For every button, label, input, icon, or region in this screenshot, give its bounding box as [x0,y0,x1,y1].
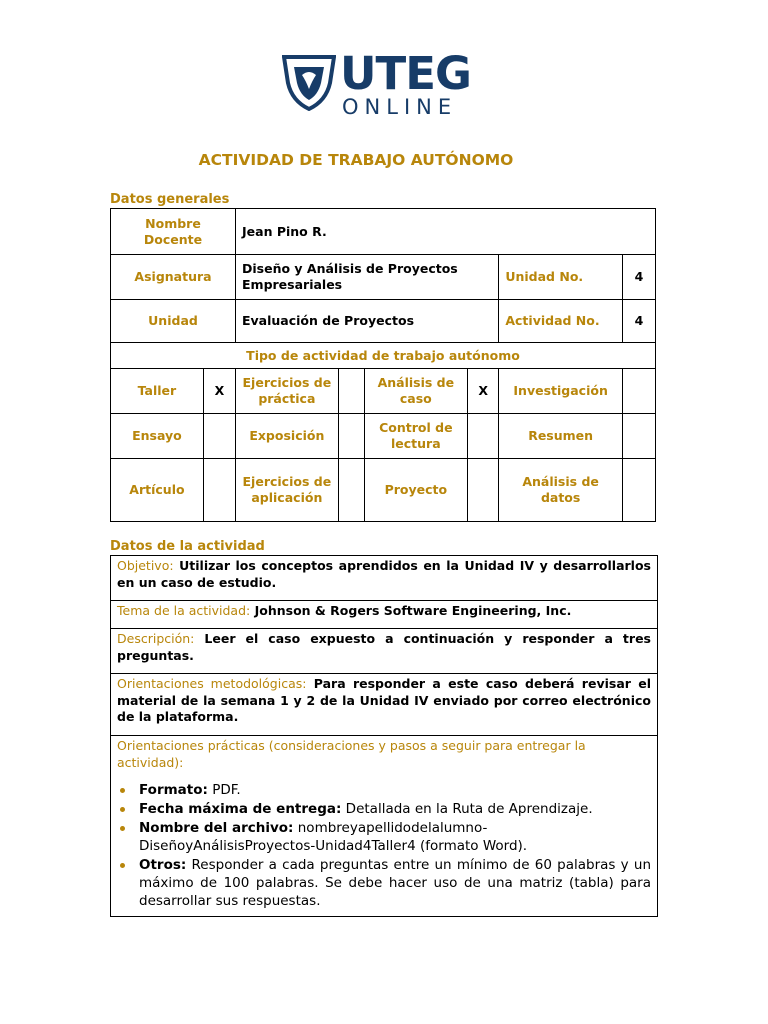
objetivo-row [111,556,658,601]
descripcion-value: Leer el caso expuesto a continuación y responder a tres preguntas. [117,631,651,663]
docente-value: Jean Pino R. [236,209,656,255]
tipo-mark [622,459,655,522]
bullet-label: Fecha máxima de entrega: [139,801,342,817]
bullet-label: Otros: [139,857,187,873]
unidad-no-label: Unidad No. [499,255,623,300]
docente-label: Nombre Docente [111,209,236,255]
unidad-label: Unidad [111,300,236,343]
bullet-text: PDF. [212,782,241,798]
tipo-cell: Control de lectura [364,414,468,459]
tipo-mark [338,414,364,459]
tipo-cell: Investigación [499,369,623,414]
unidad-row [111,300,656,343]
bullet-label: Nombre del archivo: [139,820,294,836]
tipo-cell: Proyecto [364,459,468,522]
tipo-mark [203,459,235,522]
tipo-mark: X [468,369,499,414]
unidad-value: Evaluación de Proyectos [236,300,499,343]
asignatura-row [111,255,656,300]
tema-label: Tema de la actividad: [117,603,251,618]
tipo-mark [622,369,655,414]
tipo-cell: Análisis de datos [499,459,623,522]
asignatura-value: Diseño y Análisis de Proyectos Empresariales [236,255,499,300]
tipo-cell: Exposición [236,414,339,459]
descripcion-row [111,629,658,674]
tipo-cell: Ejercicios de aplicación [236,459,339,522]
tipo-header: Tipo de actividad de trabajo autónomo [111,343,656,369]
tipo-mark [622,414,655,459]
list-item [139,819,651,855]
tipo-mark [203,414,235,459]
tipo-mark [468,459,499,522]
tipo-mark [468,414,499,459]
shield-logo-icon [282,53,336,111]
tema-row [111,601,658,629]
section-general-label: Datos generales [110,192,230,207]
practicas-list [117,781,651,910]
objetivo-cell [111,556,658,601]
tipo-cell: Análisis de caso [364,369,468,414]
bullet-label: Formato: [139,782,208,798]
descripcion-label: Descripción: [117,631,195,646]
actividad-no-label: Actividad No. [499,300,623,343]
section-activity-label: Datos de la actividad [110,539,265,554]
docente-row [111,209,656,255]
activity-data-table [110,555,658,917]
bullet-text: Responder a cada preguntas entre un mínimo de 60 palabras y un máximo de 100 palabras. Se debe hacer uso de una matriz (tabla) para desarrollar sus respuestas. [139,857,651,909]
bullet-text: Detallada en la Ruta de Aprendizaje. [345,801,593,817]
tipo-cell: Ejercicios de práctica [236,369,339,414]
tema-cell [111,601,658,629]
metodologicas-value: Para responder a este caso deberá revisar el material de la semana 1 y 2 de la Unidad IV enviado por correo electrónico de la plataforma. [117,676,652,724]
metodologicas-label: Orientaciones metodológicas: [117,676,307,691]
asignatura-label: Asignatura [111,255,236,300]
tipo-cell: Ensayo [111,414,204,459]
practicas-label: Orientaciones prácticas (consideraciones y pasos a seguir para entregar la actividad): [117,738,586,770]
list-item [139,781,651,799]
tipo-header-row [111,343,656,369]
list-item [139,800,651,818]
tipo-cell: Resumen [499,414,623,459]
practicas-row [111,736,658,917]
tipo-mark [338,369,364,414]
tipo-row [111,369,656,414]
tipo-cell: Taller [111,369,204,414]
practicas-cell [111,736,658,917]
uteg-logo [282,47,492,122]
logo-name: UTEG [340,47,471,100]
actividad-no-value: 4 [622,300,655,343]
page-title: ACTIVIDAD DE TRABAJO AUTÓNOMO [198,151,514,169]
tipo-row [111,414,656,459]
objetivo-label: Objetivo: [117,558,174,573]
logo-subtitle: ONLINE [342,95,458,119]
metodologicas-row [111,674,658,736]
metodologicas-cell [111,674,658,736]
bullet-text: nombreyapellidodelalumno-DiseñoyAnálisisProyectos-Unidad4Taller4 (formato Word). [139,820,528,854]
tipo-mark: X [203,369,235,414]
objetivo-value: Utilizar los conceptos aprendidos en la Unidad IV y desarrollarlos en un caso de estudio. [117,558,651,590]
list-item [139,856,651,910]
tipo-mark [338,459,364,522]
general-data-table [110,208,656,522]
tipo-cell: Artículo [111,459,204,522]
tema-value: Johnson & Rogers Software Engineering, Inc. [254,603,572,618]
unidad-no-value: 4 [622,255,655,300]
descripcion-cell [111,629,658,674]
tipo-row [111,459,656,522]
